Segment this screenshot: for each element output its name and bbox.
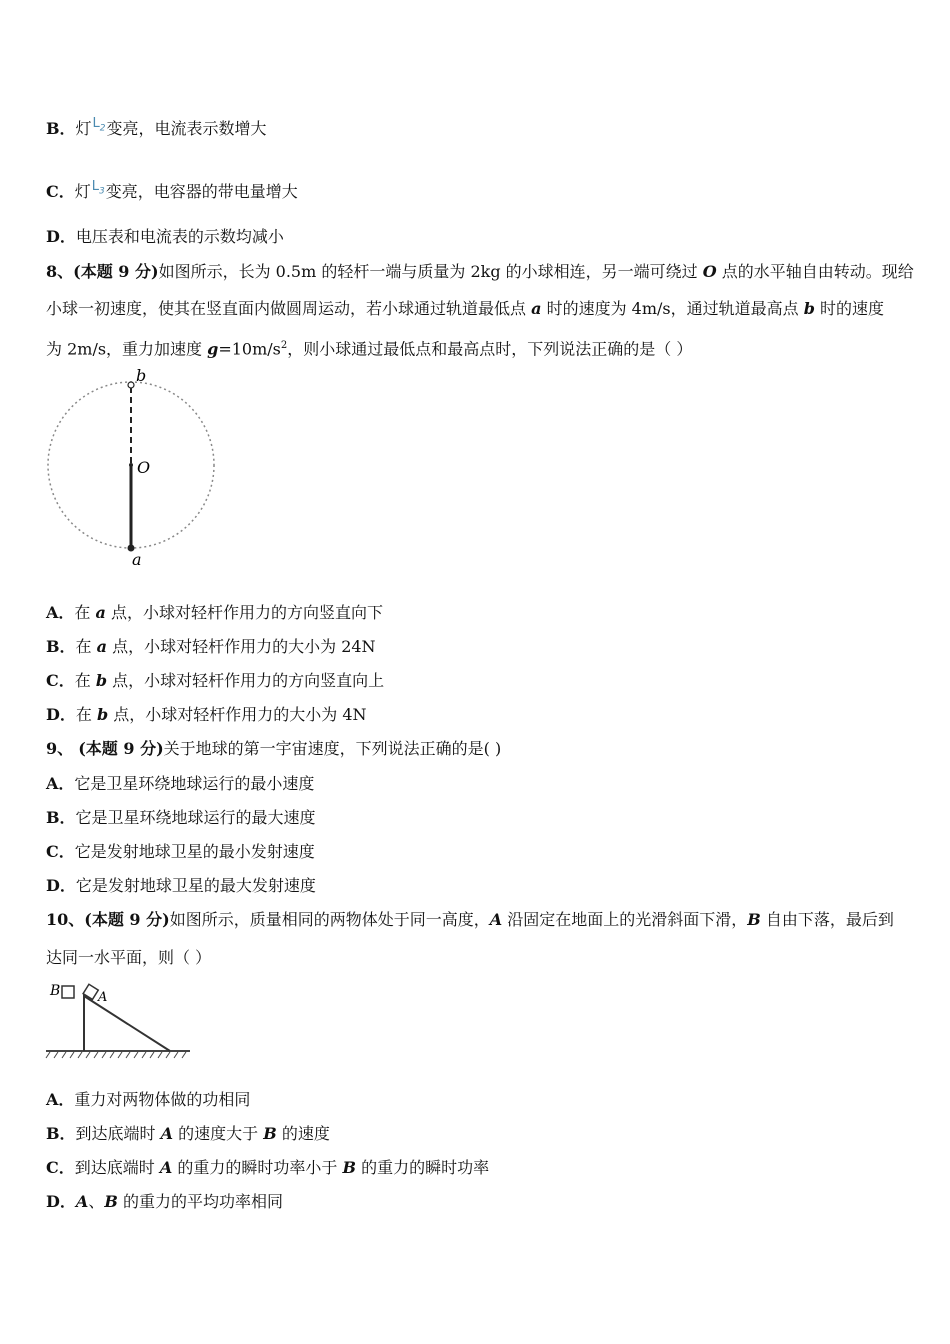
q9-option-b: B．它是卫星环绕地球运行的最大速度 [46, 808, 316, 827]
q8-stem-line1: 8、(本题 9 分)如图所示，长为 0.5m 的轻杆一端与质量为 2kg 的小球相连，另一端可绕过 O 点的水平轴自由转动。现给 [46, 262, 914, 281]
q10-stem-line1: 10、(本题 9 分)如图所示，质量相同的两物体处于同一高度，A 沿固定在地面上的光滑斜面下滑，B 自由下落，最后到 [46, 910, 894, 929]
block-b [62, 986, 74, 998]
incline-triangle [84, 996, 170, 1051]
q7-option-b: B．灯$L_2$变亮，电流表示数增大 [46, 116, 267, 138]
q8-option-d: D．在 b 点，小球对轻杆作用力的大小为 4N [46, 705, 367, 724]
q9-option-c: C．它是发射地球卫星的最小发射速度 [46, 842, 315, 861]
q10-option-d: D．A、B 的重力的平均功率相同 [46, 1192, 283, 1211]
lamp-l2-icon: $L_2$ [92, 116, 106, 134]
q9-option-a: A．它是卫星环绕地球运行的最小速度 [46, 774, 315, 793]
q8-option-b: B．在 a 点，小球对轻杆作用力的大小为 24N [46, 637, 376, 656]
q8-option-c: C．在 b 点，小球对轻杆作用力的方向竖直向上 [46, 671, 385, 690]
lamp-l3-icon: $L_3$ [91, 179, 105, 197]
q8-option-a: A．在 a 点，小球对轻杆作用力的方向竖直向下 [46, 603, 384, 622]
q10-option-a: A．重力对两物体做的功相同 [46, 1090, 251, 1109]
q7-option-c: C．灯$L_3$变亮，电容器的带电量增大 [46, 179, 298, 201]
q7-option-d: D．电压表和电流表的示数均减小 [46, 227, 284, 246]
q10-option-c: C．到达底端时 A 的重力的瞬时功率小于 B 的重力的瞬时功率 [46, 1158, 490, 1177]
label-b: b [136, 366, 147, 385]
q10-stem-line2: 达同一水平面，则（ ） [46, 948, 212, 967]
ground-hatch [46, 1051, 190, 1058]
label-a: a [132, 550, 142, 569]
q8-stem-line3: 为 2m/s，重力加速度 $g=10m/s^2$，则小球通过最低点和最高点时，下列说法正确的是（ ） [46, 339, 693, 359]
q8-stem-line2: 小球一初速度，使其在竖直面内做圆周运动，若小球通过轨道最低点 a 时的速度为 4m/s，通过轨道最高点 b 时的速度 [46, 299, 885, 318]
point-b-marker [128, 382, 134, 388]
pivot-o-marker [129, 463, 133, 467]
label-b-block: B [50, 983, 61, 999]
q10-option-b: B．到达底端时 A 的速度大于 B 的速度 [46, 1124, 330, 1143]
label-a-block: A [98, 990, 108, 1005]
q10-incline-figure [44, 978, 194, 1064]
q9-option-d: D．它是发射地球卫星的最大发射速度 [46, 876, 316, 895]
label-o: O [137, 458, 151, 477]
q8-circle-figure [40, 365, 230, 570]
q9-stem: 9、 (本题 9 分)关于地球的第一宇宙速度，下列说法正确的是( ) [46, 739, 502, 758]
